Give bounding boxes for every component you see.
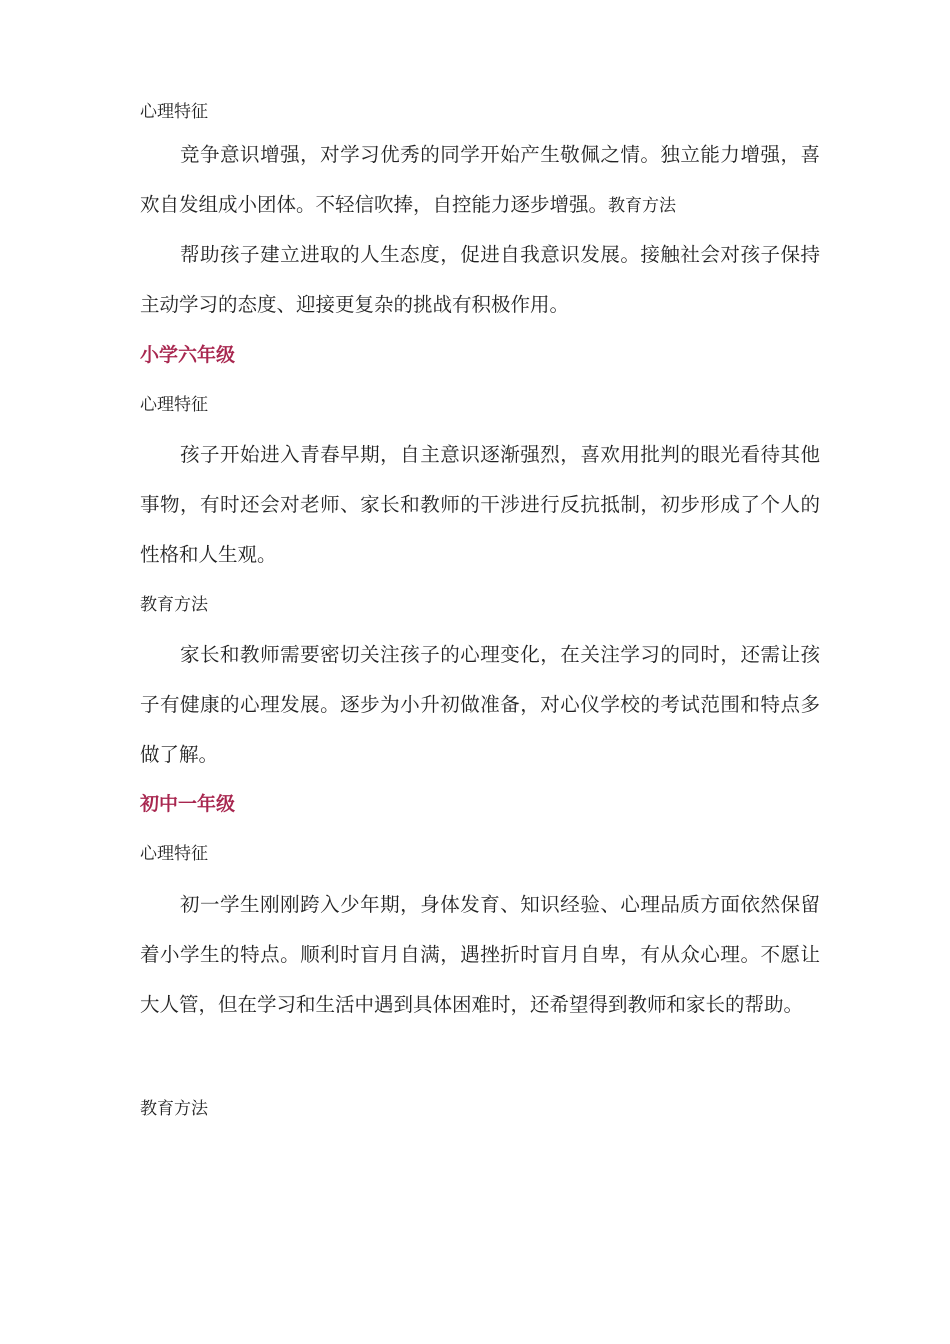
heading-grade6: 小学六年级 bbox=[140, 344, 236, 366]
junior1-method-label: 教育方法 bbox=[140, 1099, 208, 1119]
inline-label-method: 教育方法 bbox=[608, 196, 677, 216]
paragraph-psych-text bbox=[140, 130, 820, 231]
heading-junior1: 初中一年级 bbox=[140, 793, 236, 815]
junior1-psych-label: 心理特征 bbox=[140, 844, 208, 864]
grade6-psych-label: 心理特征 bbox=[140, 395, 208, 415]
section-label-psych: 心理特征 bbox=[140, 102, 208, 122]
grade6-method-label: 教育方法 bbox=[140, 595, 208, 615]
paragraph-method-text: 帮助孩子建立进取的人生态度，促进自我意识发展。接触社会对孩子保持主动学习的态度、迎接更复杂的挑战有积极作用。 bbox=[140, 243, 820, 316]
paragraph-psych-body: 竞争意识增强，对学习优秀的同学开始产生敬佩之情。独立能力增强，喜欢自发组成小团体。不轻信吹捧，自控能力逐步增强。 bbox=[140, 143, 820, 216]
grade6-method-text: 家长和教师需要密切关注孩子的心理变化，在关注学习的同时，还需让孩子有健康的心理发展。逐步为小升初做准备，对心仪学校的考试范围和特点多做了解。 bbox=[140, 643, 820, 766]
junior1-psych-text: 初一学生刚刚跨入少年期，身体发育、知识经验、心理品质方面依然保留着小学生的特点。顺利时盲月自满，遇挫折时盲月自卑，有从众心理。不愿让大人管，但在学习和生活中遇到具体困难时，还希望得到教师和家长的帮助。 bbox=[140, 893, 820, 1016]
grade6-psych-text: 孩子开始进入青春早期，自主意识逐渐强烈，喜欢用批判的眼光看待其他事物，有时还会对老师、家长和教师的干涉进行反抗抵制，初步形成了个人的性格和人生观。 bbox=[140, 443, 820, 566]
